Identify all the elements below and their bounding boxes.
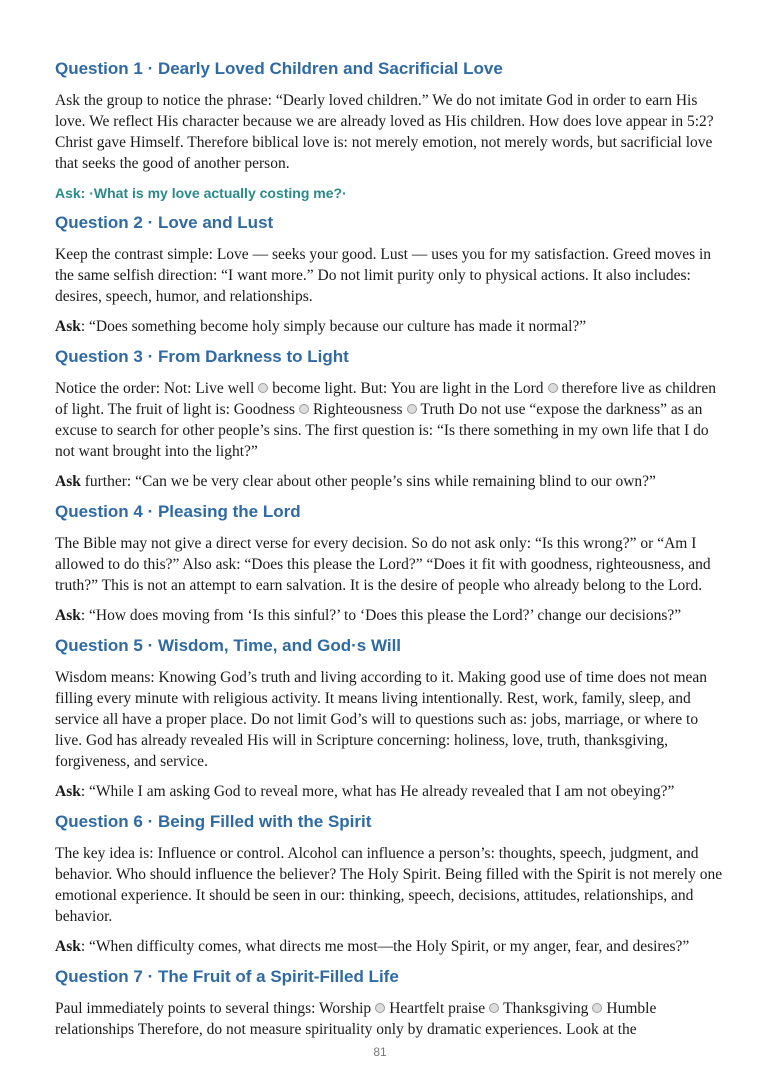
ask-label: Ask [55, 318, 81, 335]
body-part: Humble relationships Therefore, do not measure spirituality only by dramatic experiences. Look at the [55, 1000, 657, 1038]
page-number: 81 [373, 1045, 387, 1059]
body-part: become light. But: You are light in the Lord [272, 380, 544, 397]
bullet-dot-icon [299, 404, 309, 414]
bullet-dot-icon [258, 383, 268, 393]
ask-text: : “Does something become holy simply because our culture has made it normal?” [80, 318, 587, 335]
ask-label: Ask [55, 783, 81, 800]
body-part: Heartfelt praise [389, 1000, 486, 1017]
body-part: Notice the order: Not: Live well [55, 380, 255, 397]
question-6-heading: Question 6 · Being Filled with the Spirit [55, 812, 372, 831]
question-2-body: Keep the contrast simple: Love — seeks your good. Lust — uses you for my satisfaction. Greed moves in the same selfish direction: “I want more.” Do not limit purity only to physical actions. It also includes: desires, speech, humor, and relationships. [55, 246, 712, 305]
bullet-dot-icon [592, 1003, 602, 1013]
question-5-heading: Question 5 · Wisdom, Time, and God·s Will [55, 636, 402, 655]
ask-text: : “While I am asking God to reveal more, what has He already revealed that I am not obeying?” [80, 783, 675, 800]
question-7-heading: Question 7 · The Fruit of a Spirit-Filled Life [55, 967, 399, 986]
section-question-6 [55, 811, 725, 957]
section-question-1 [55, 58, 725, 203]
section-question-5 [55, 635, 725, 802]
bullet-dot-icon [548, 383, 558, 393]
question-7-body [55, 998, 725, 1040]
question-3-ask [55, 471, 725, 492]
section-question-2 [55, 212, 725, 337]
question-1-heading: Question 1 · Dearly Loved Children and Sacrificial Love [55, 59, 503, 78]
body-part: Truth Do not use “expose the darkness” as an excuse to search for other people’s sins. The first question is: “Is there something in my own life that I do not want brought into the light?” [55, 401, 709, 460]
question-6-ask [55, 936, 725, 957]
question-1-body: Ask the group to notice the phrase: “Dearly loved children.” We do not imitate God in order to earn His love. We reflect His character because we are already loved as His children. How does love appear in 5:2? Christ gave Himself. Therefore biblical love is: not merely emotion, not merely words, but sacrificial love that seeks the good of another person. [55, 92, 714, 172]
question-1-ask: Ask: ·What is my love actually costing me?· [55, 185, 347, 201]
ask-text: : “How does moving from ‘Is this sinful?’ to ‘Does this please the Lord?’ change our decisions?” [80, 607, 682, 624]
ask-text: further: “Can we be very clear about other people’s sins while remaining blind to our own?” [80, 473, 656, 490]
bullet-dot-icon [375, 1003, 385, 1013]
page-content [55, 58, 725, 1049]
ask-label: Ask [55, 473, 81, 490]
question-2-ask [55, 316, 725, 337]
question-5-body: Wisdom means: Knowing God’s truth and living according to it. Making good use of time does not mean filling every minute with religious activity. It means living intentionally. Rest, work, family, sleep, and service all have a proper place. Do not limit God’s will to questions such as: jobs, marriage, or where to live. God has already revealed His will in Scripture concerning: holiness, love, truth, thanksgiving, forgiveness, and service. [55, 669, 708, 770]
question-4-body: The Bible may not give a direct verse for every decision. So do not ask only: “Is this wrong?” or “Am I allowed to do this?” Also ask: “Does this please the Lord?” “Does it fit with goodness, righteousness, and truth?” This is not an attempt to earn salvation. It is the desire of people who already belong to the Lord. [55, 535, 711, 594]
bullet-dot-icon [407, 404, 417, 414]
question-6-body: The key idea is: Influence or control. Alcohol can influence a person’s: thoughts, speech, judgment, and behavior. Who should influence the believer? The Holy Spirit. Being filled with the Spirit is not merely one emotional experience. It should be seen in our: thinking, speech, decisions, attitudes, relationships, and behavior. [55, 845, 723, 925]
question-3-heading: Question 3 · From Darkness to Light [55, 347, 349, 366]
question-4-ask [55, 605, 725, 626]
section-question-4 [55, 501, 725, 626]
body-part: Righteousness [312, 401, 403, 418]
section-question-7 [55, 966, 725, 1040]
ask-text: : “When difficulty comes, what directs me most—the Holy Spirit, or my anger, fear, and desires?” [80, 938, 690, 955]
ask-label: Ask [55, 938, 81, 955]
question-2-heading: Question 2 · Love and Lust [55, 213, 274, 232]
question-5-ask [55, 781, 725, 802]
body-part: Thanksgiving [503, 1000, 589, 1017]
question-4-heading: Question 4 · Pleasing the Lord [55, 502, 301, 521]
section-question-3 [55, 346, 725, 492]
body-part: Paul immediately points to several things: Worship [55, 1000, 372, 1017]
ask-label: Ask [55, 607, 81, 624]
question-3-body [55, 378, 725, 462]
bullet-dot-icon [489, 1003, 499, 1013]
body-part: therefore live as children of light. The fruit of light is: Goodness [55, 380, 717, 418]
